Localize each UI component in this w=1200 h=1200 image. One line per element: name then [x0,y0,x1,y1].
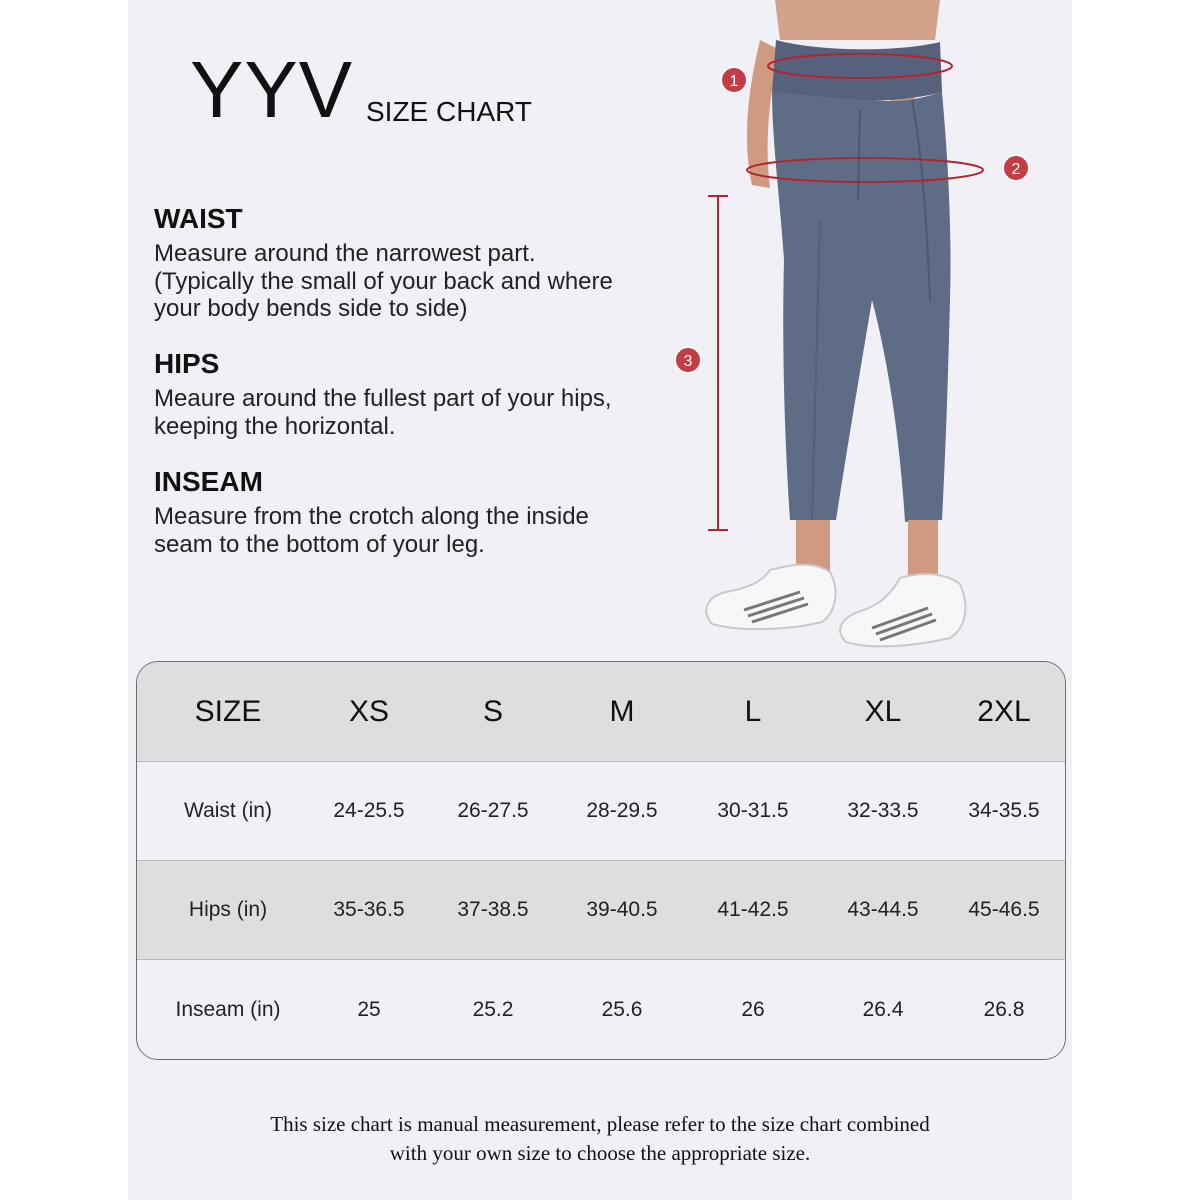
table-cell: 24-25.5 [333,799,405,822]
header-2xl: 2XL [977,694,1031,728]
table-cell: 45-46.5 [968,898,1040,921]
right-shoe [840,574,965,646]
table-cell: 25.2 [472,997,514,1021]
pants-model-illustration [660,0,1072,660]
table-cell: 28-29.5 [586,799,658,822]
pants-waistband [772,40,942,101]
hips-instructions: Meaure around the fullest part of your hips, keeping the horizontal. [154,385,612,440]
table-row [137,762,1065,860]
table-cell: 32-33.5 [847,799,919,822]
table-cell: 26 [741,997,765,1021]
size-table [136,661,1066,1060]
table-cell: 39-40.5 [586,898,658,921]
table-cell: 34-35.5 [968,799,1040,822]
row-label-waist: Waist (in) [184,799,272,822]
table-cell: 26.4 [862,997,904,1021]
pants-body [772,92,951,522]
header-s: S [482,694,503,728]
svg-text:3: 3 [683,353,693,370]
marker-2-hips [1003,155,1029,181]
hips-heading: HIPS [154,348,220,379]
table-cell: 30-31.5 [717,799,789,822]
row-label-hips: Hips (in) [188,898,268,921]
table-cell: 25 [357,997,381,1021]
header-m: M [609,694,635,728]
model-torso [775,0,940,40]
left-shoe [706,565,835,630]
row-label-inseam: Inseam (in) [175,997,281,1021]
table-row [137,861,1065,959]
size-chart-title: SIZE CHART [366,96,532,127]
table-cell: 43-44.5 [847,898,919,921]
table-cell: 26-27.5 [457,799,529,822]
marker-3-inseam [675,347,701,373]
model-right-ankle [908,520,938,580]
header-xl: XL [864,694,902,728]
waist-instructions: Measure around the narrowest part. (Typically the small of your back and where your body bends side to side) [154,240,613,322]
svg-text:2: 2 [1011,161,1021,178]
header-xs: XS [348,694,390,728]
inseam-heading: INSEAM [154,466,263,497]
footer-note-line-1: This size chart is manual measurement, please refer to the size chart combined [270,1112,930,1136]
header-l: L [744,694,762,728]
brand-logo: YYV [190,45,354,134]
table-cell: 26.8 [983,997,1025,1021]
svg-text:1: 1 [729,73,739,90]
header-size: SIZE [194,694,262,728]
marker-1-waist [721,67,747,93]
table-header-row [137,662,1065,761]
table-cell: 41-42.5 [717,898,789,921]
table-cell: 35-36.5 [333,898,405,921]
table-row [137,960,1065,1059]
footer-note-line-2: with your own size to choose the appropriate size. [389,1141,811,1165]
inseam-instructions: Measure from the crotch along the inside seam to the bottom of your leg. [154,503,589,558]
table-cell: 37-38.5 [457,898,529,921]
waist-heading: WAIST [154,203,243,234]
table-cell: 25.6 [601,997,643,1021]
